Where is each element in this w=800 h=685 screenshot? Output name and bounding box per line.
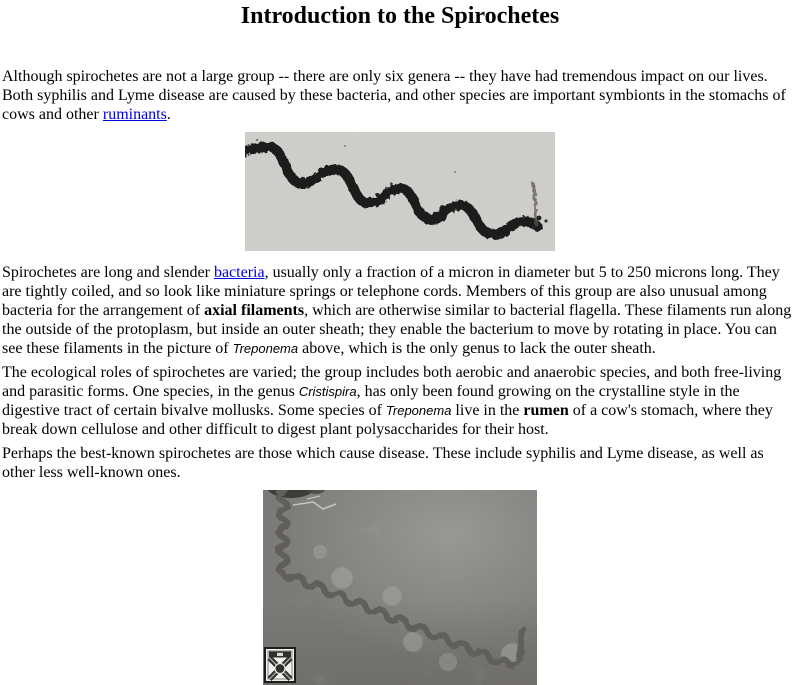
paragraph-ecology-text: The ecological roles of spirochetes are varied; the group includes both aerobic and anaerobic species, and both free-living and parasitic forms. One species, in the genus [2, 364, 782, 400]
rumen-term: rumen [523, 402, 569, 419]
paragraph-morphology-text: Spirochetes are long and slender [2, 264, 214, 281]
paragraph-intro [2, 67, 798, 124]
page-title: Introduction to the Spirochetes [240, 3, 560, 29]
treponema-micrograph-image [245, 132, 555, 251]
paragraph-intro-end: . [166, 106, 171, 123]
paragraph-ecology-mid: , has only been found growing on the crystalline style in the digestive tract of certain bivalve mollusks. Some species of [2, 383, 740, 419]
paragraph-morphology [2, 263, 798, 358]
ruminants-link[interactable]: ruminants [102, 106, 167, 123]
paragraph-ecology-end: of a cow's stomach, where they break down cellulose and other difficult to digest plant polysaccharides for their host. [2, 402, 773, 438]
treponema-genus-name-2: Treponema [385, 403, 452, 418]
bacteria-link[interactable]: bacteria [213, 264, 265, 281]
spirochete-micrograph-figure [2, 490, 798, 685]
paragraph-disease [2, 444, 798, 482]
spirochete-micrograph-image [263, 490, 537, 685]
paragraph-ecology [2, 363, 798, 439]
paragraph-morphology-mid: , usually only a fraction of a micron in diameter but 5 to 250 microns long. They are tightly coiled, and so look like miniature springs or telephone cords. Members of this group are also unusual among bacteria for the arrangement of [2, 264, 780, 319]
paragraph-morphology-end: above, which is the only genus to lack the outer sheath. [298, 340, 656, 357]
paragraph-disease-text: Perhaps the best-known spirochetes are those which cause disease. These include syphilis and Lyme disease, as well as other less well-known ones. [2, 445, 764, 481]
cristispira-genus-name: Cristispira [298, 384, 357, 399]
axial-filaments-term: axial filaments [204, 302, 305, 319]
paragraph-morphology-mid2: , which are otherwise similar to bacterial flagella. These filaments run along the outside of the protoplasm, but inside an outer sheath; they enable the bacterium to move by rotating in place. You can see these filaments in the picture of [2, 302, 792, 357]
watermark-stamp-icon [265, 648, 295, 682]
paragraph-intro-text: Although spirochetes are not a large group -- there are only six genera -- they have had tremendous impact on our lives. Both syphilis and Lyme disease are caused by these bacteria, and other species are important symbionts in the stomachs of cows and other [2, 68, 786, 123]
treponema-micrograph-figure [2, 132, 798, 251]
paragraph-ecology-mid2: live in the [451, 402, 524, 419]
treponema-genus-name: Treponema [232, 341, 299, 356]
